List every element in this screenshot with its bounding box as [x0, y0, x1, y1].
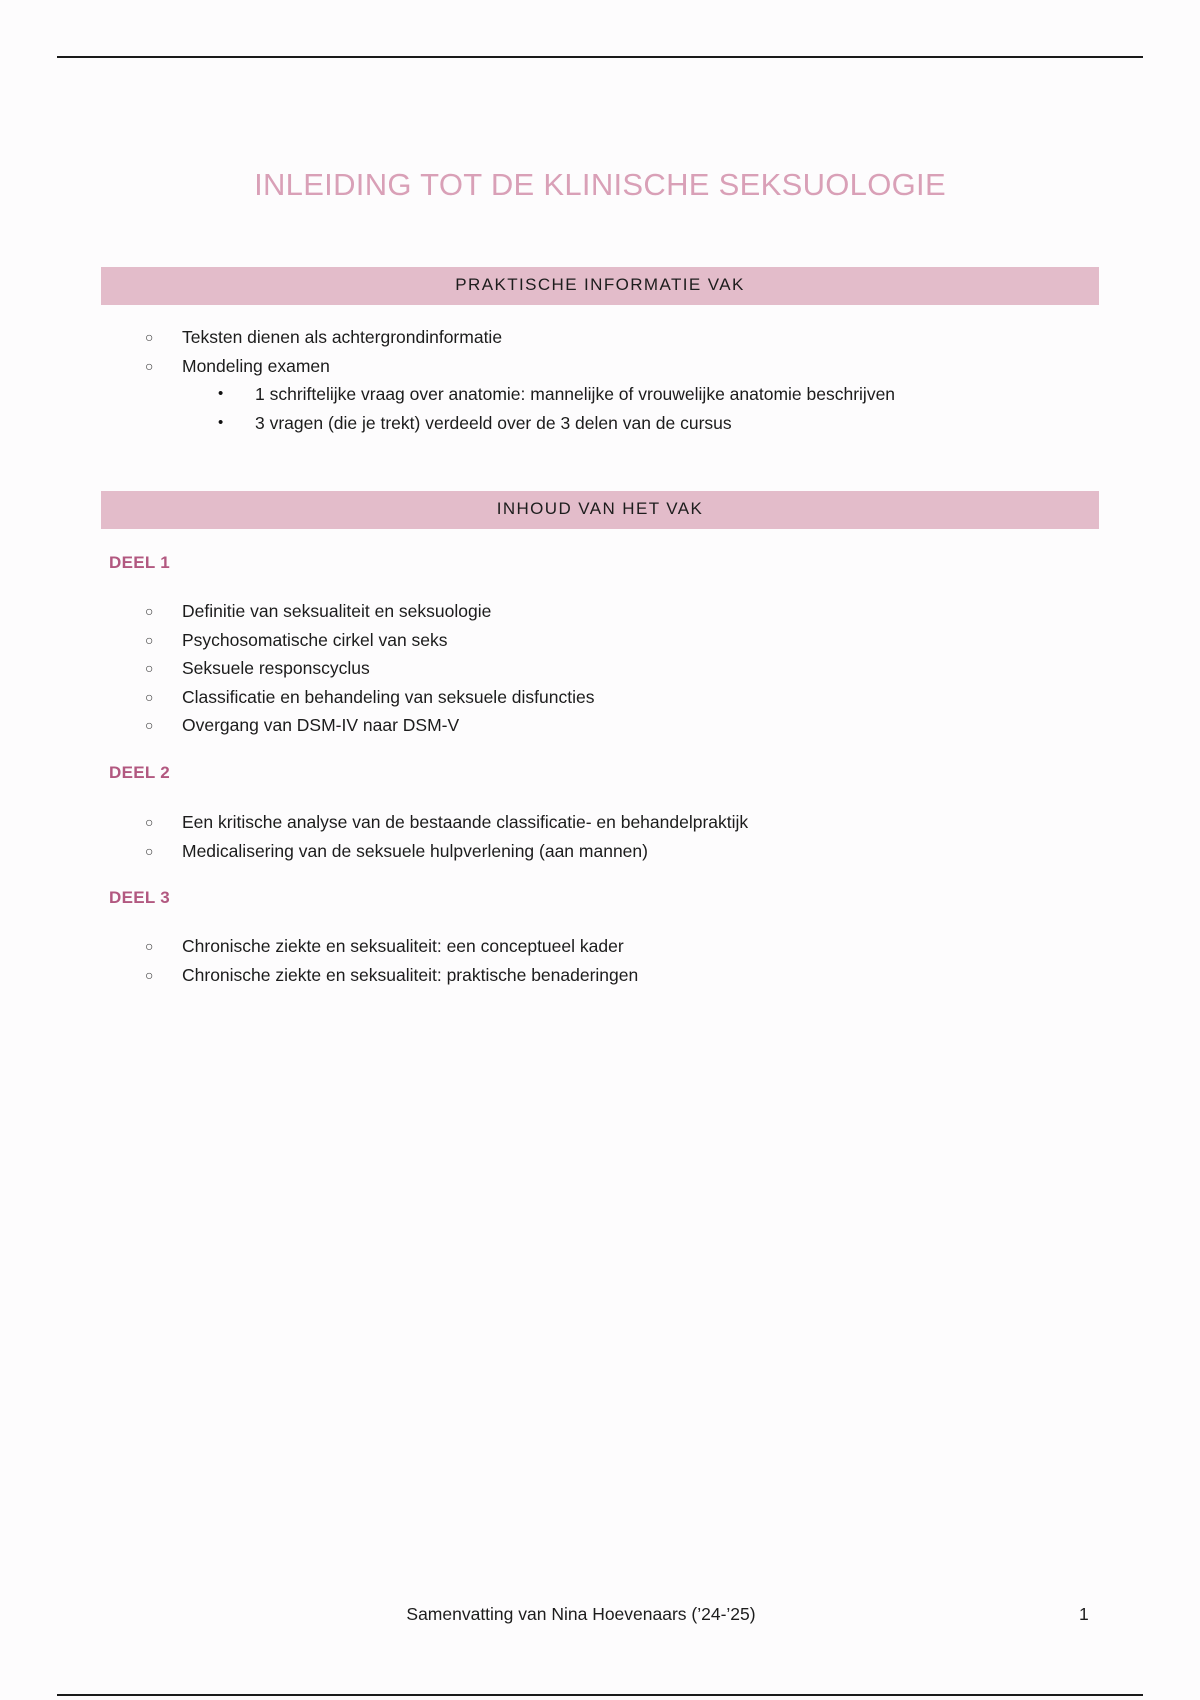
list-item-text: Classificatie en behandeling van seksuele disfuncties: [182, 686, 595, 707]
sub-list-item-text: 1 schriftelijke vraag over anatomie: mannelijke of vrouwelijke anatomie beschrijven: [255, 384, 896, 404]
list-item-text: Definitie van seksualiteit en seksuologie: [182, 601, 492, 621]
part-3-heading: DEEL 3: [109, 888, 171, 907]
hollow-circle-bullet-icon: ○: [145, 842, 154, 859]
sub-list-item: [0, 380, 895, 409]
list-item-text: Mondeling examen: [182, 355, 330, 376]
hollow-circle-bullet-icon: ○: [145, 660, 154, 676]
list-item: [0, 683, 594, 712]
hollow-circle-bullet-icon: ○: [145, 329, 154, 345]
part-1-list: [0, 597, 594, 740]
list-item-text: Overgang van DSM-IV naar DSM-V: [182, 715, 460, 735]
document-title: INLEIDING TOT DE KLINISCHE SEKSUOLOGIE: [254, 166, 946, 202]
list-item-text: Psychosomatische cirkel van seks: [182, 629, 448, 650]
footer-text: Samenvatting van Nina Hoevenaars (’24-’25): [406, 1604, 756, 1624]
list-item: [0, 808, 748, 837]
hollow-circle-bullet-icon: ○: [145, 631, 154, 648]
part-2-heading: DEEL 2: [109, 763, 171, 782]
sub-list-item-text: 3 vragen (die je trekt) verdeeld over de 3 delen van de cursus: [255, 412, 732, 433]
list-item-text: Chronische ziekte en seksualiteit: praktische benaderingen: [182, 964, 639, 985]
header-rule: [57, 56, 1143, 58]
section-heading-practical: PRAKTISCHE INFORMATIE VAK: [101, 267, 1099, 305]
list-item: [0, 837, 748, 866]
list-item: [0, 597, 594, 626]
list-item: [0, 626, 594, 655]
part-1-heading: DEEL 1: [109, 553, 171, 572]
list-item-text: Chronische ziekte en seksualiteit: een conceptueel kader: [182, 936, 624, 956]
section-heading-content: INHOUD VAN HET VAK: [101, 491, 1099, 529]
sub-list-item: [0, 409, 895, 438]
filled-dot-bullet-icon: •: [218, 385, 224, 402]
filled-dot-bullet-icon: •: [218, 413, 224, 431]
hollow-circle-bullet-icon: ○: [145, 357, 154, 374]
list-item: [0, 961, 638, 990]
footer-rule: [57, 1694, 1143, 1696]
part-2-list: [0, 808, 748, 865]
list-item: [0, 932, 638, 961]
list-item-text: Teksten dienen als achtergrondinformatie: [182, 327, 503, 347]
practical-info-list: [0, 323, 895, 437]
hollow-circle-bullet-icon: ○: [145, 688, 154, 705]
hollow-circle-bullet-icon: ○: [145, 814, 154, 830]
list-item: [0, 323, 895, 352]
list-item-text: Een kritische analyse van de bestaande classificatie- en behandelpraktijk: [182, 812, 749, 832]
list-item-text: Seksuele responscyclus: [182, 658, 370, 678]
part-3-list: [0, 932, 638, 989]
hollow-circle-bullet-icon: ○: [145, 966, 154, 983]
hollow-circle-bullet-icon: ○: [145, 938, 154, 954]
list-item: [0, 352, 895, 381]
list-item: [0, 654, 594, 683]
list-item: [0, 711, 594, 740]
list-item-text: Medicalisering van de seksuele hulpverlening (aan mannen): [182, 840, 648, 861]
hollow-circle-bullet-icon: ○: [145, 603, 154, 619]
page-number: 1: [1079, 1604, 1089, 1624]
hollow-circle-bullet-icon: ○: [145, 717, 154, 733]
